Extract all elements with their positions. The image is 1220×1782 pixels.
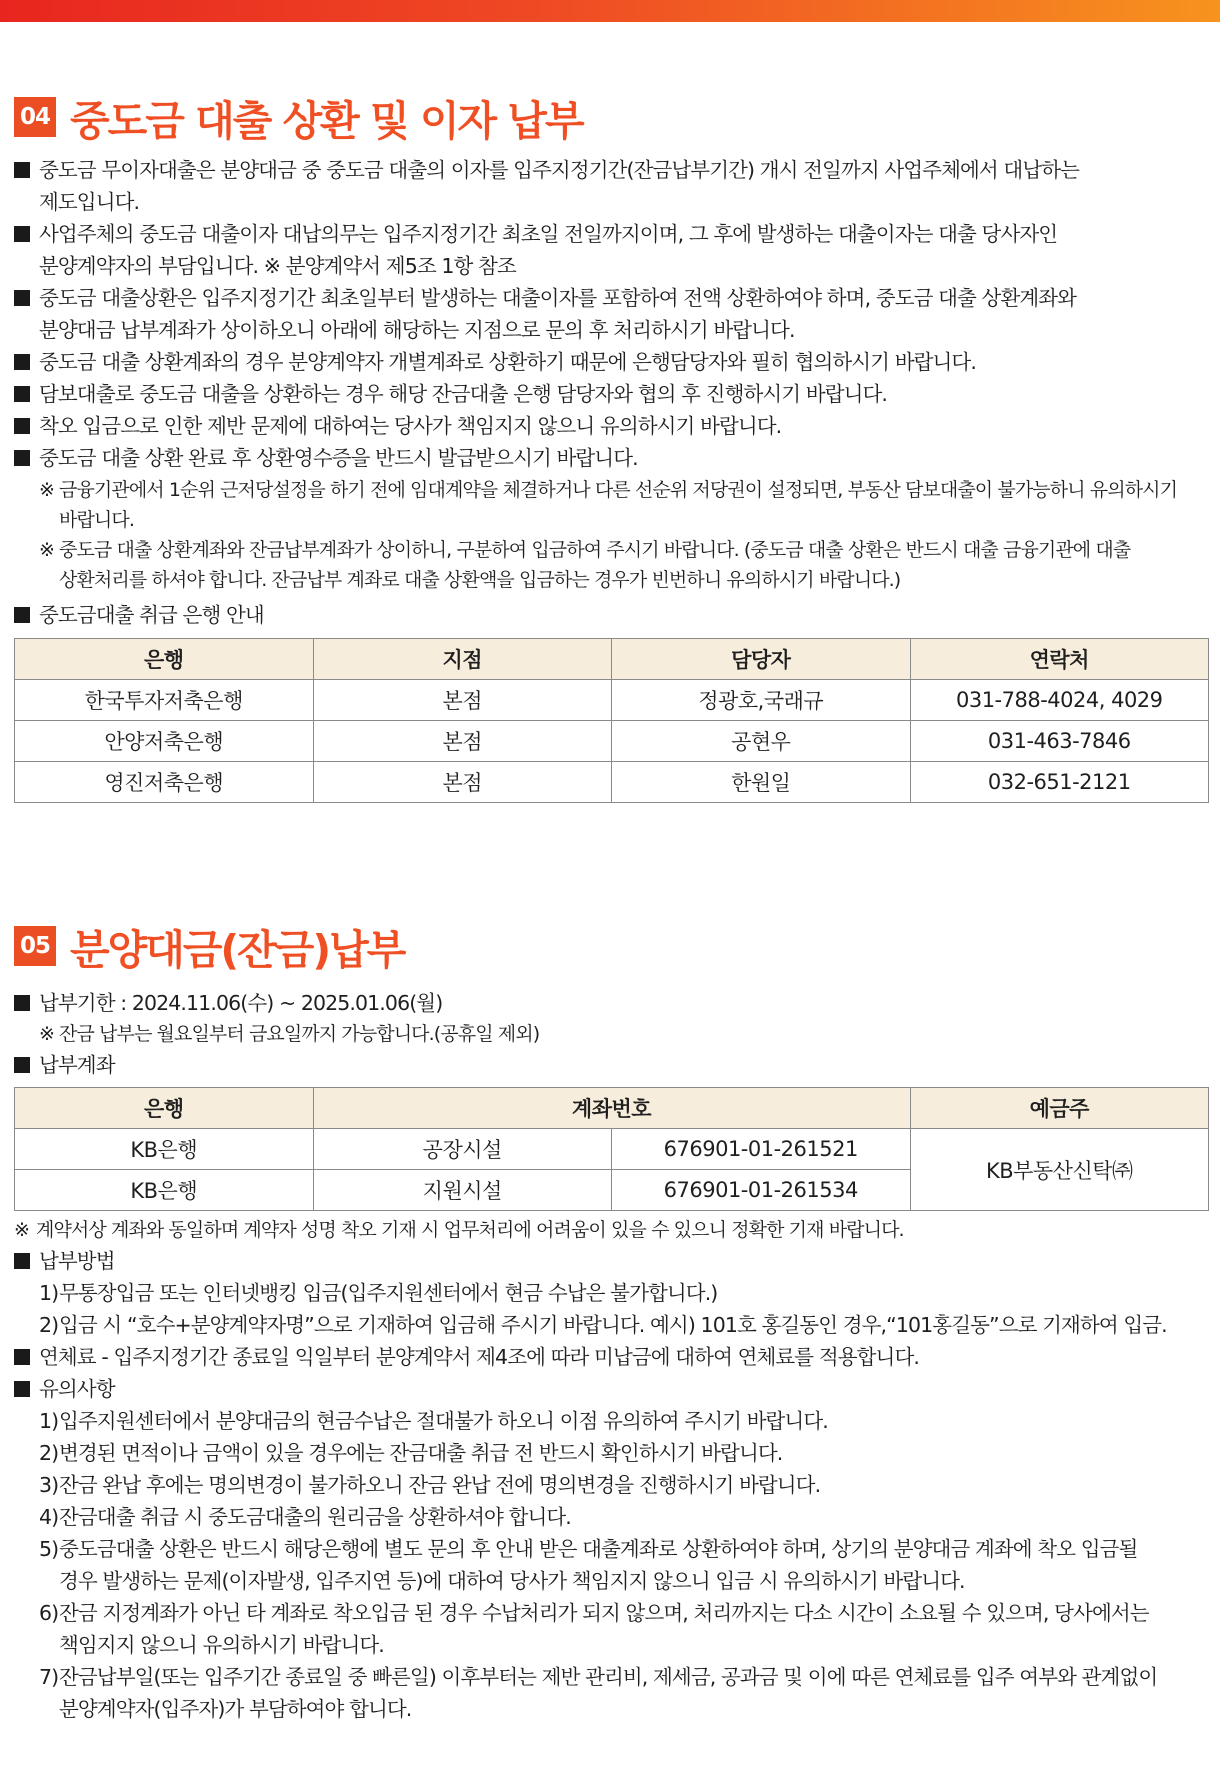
table-cell: 안양저축은행 xyxy=(15,721,314,762)
section-balance-payment xyxy=(14,917,1209,1725)
table-row xyxy=(15,680,1209,721)
table-row xyxy=(15,1129,1209,1170)
loan-bullets xyxy=(14,154,1209,631)
numbered-item: 6) 잔금 지정계좌가 아닌 타 계좌로 착오입금 된 경우 수납처리가 되지 않으며, 처리까지는 다소 시간이 소요될 수 있으며, 당사에서는 책임지지 않으니 유의하시기 바랍니다. xyxy=(39,1601,1149,1657)
table-cell: 031-788-4024, 4029 xyxy=(910,680,1209,721)
top-banner-stripe xyxy=(0,0,1220,22)
table-cell: 본점 xyxy=(313,680,612,721)
payment-info xyxy=(14,987,1209,1081)
table-header-cell: 연락처 xyxy=(910,639,1209,680)
note-item: ※ 잔금 납부는 월요일부터 금요일까지 가능합니다.(공휴일 제외) xyxy=(39,1023,540,1045)
table-cell: 032-651-2121 xyxy=(910,762,1209,803)
account-holder-cell: KB부동산신탁㈜ xyxy=(910,1129,1209,1211)
table-cell: KB은행 xyxy=(15,1129,314,1170)
table-cell: 지원시설 xyxy=(313,1170,612,1211)
table-header-cell: 지점 xyxy=(313,639,612,680)
bullet-item-bank-heading: 중도금대출 취급 은행 안내 xyxy=(14,599,1209,631)
table-header-row xyxy=(15,1088,1209,1129)
bullet-item: 사업주체의 중도금 대출이자 대납의무는 입주지정기간 최초일 전일까지이며, 그 후에 발생하는 대출이자는 대출 당사자인 분양계약자의 부담입니다. ※ 분양계약서 제5조 1항 참조 xyxy=(14,218,1209,282)
payment-details xyxy=(14,1215,1209,1725)
bullet-item: 담보대출로 중도금 대출을 상환하는 경우 해당 잔금대출 은행 담당자와 협의 후 진행하시기 바랍니다. xyxy=(14,378,1209,410)
bullet-item: 착오 입금으로 인한 제반 문제에 대하여는 당사가 책임지지 않으니 유의하시기 바랍니다. xyxy=(14,410,1209,442)
table-cell: 공장시설 xyxy=(313,1129,612,1170)
table-cell: 676901-01-261534 xyxy=(612,1170,911,1211)
numbered-item: 4) 잔금대출 취급 시 중도금대출의 원리금을 상환하셔야 합니다. xyxy=(39,1505,571,1529)
method-heading: 납부방법 xyxy=(14,1245,1209,1277)
table-header-row xyxy=(15,639,1209,680)
section-header xyxy=(14,917,1209,975)
numbered-item: 2) 입금 시 “호수+분양계약자명”으로 기재하여 입금해 주시기 바랍니다. 예시) 101호 홍길동인 경우,“101홍길동”으로 기재하여 입금. xyxy=(39,1313,1167,1337)
section-number-badge: 05 xyxy=(14,926,56,966)
section-title: 분양대금(잔금)납부 xyxy=(70,925,405,974)
section-loan-repayment xyxy=(14,88,1209,803)
account-table xyxy=(14,1087,1209,1211)
table-cell: 본점 xyxy=(313,721,612,762)
table-cell: 공현우 xyxy=(612,721,911,762)
table-row xyxy=(15,721,1209,762)
bullet-item: 중도금 대출 상환 완료 후 상환영수증을 반드시 발급받으시기 바랍니다. xyxy=(14,442,1209,474)
numbered-item: 7) 잔금납부일(또는 입주기간 종료일 중 빠른일) 이후부터는 제반 관리비, 제세금, 공과금 및 이에 따른 연체료를 입주 여부와 관계없이 분양계약자(입주자)가 부담하여야 합니다. xyxy=(39,1665,1158,1721)
bullet-item: 중도금 무이자대출은 분양대금 중 중도금 대출의 이자를 입주지정기간(잔금납부기간) 개시 전일까지 사업주체에서 대납하는 제도입니다. xyxy=(14,154,1209,218)
account-heading: 납부계좌 xyxy=(14,1049,1209,1081)
table-cell: 정광호,국래규 xyxy=(612,680,911,721)
table-cell: 한원일 xyxy=(612,762,911,803)
table-header-cell: 담당자 xyxy=(612,639,911,680)
table-cell: 676901-01-261521 xyxy=(612,1129,911,1170)
table-header-cell: 은행 xyxy=(15,1088,314,1129)
payment-period: 납부기한 : 2024.11.06(수) ~ 2025.01.06(월) xyxy=(14,987,1209,1019)
table-row xyxy=(15,762,1209,803)
numbered-item: 5) 중도금대출 상환은 반드시 해당은행에 별도 문의 후 안내 받은 대출계좌로 상환하여야 하며, 상기의 분양대금 계좌에 착오 입금될 경우 발생하는 문제(이자발생, 입주지연 등)에 대하여 당사가 책임지지 않으니 입금 시 유의하시기 바랍니다. xyxy=(39,1537,1138,1593)
bullet-item: 중도금 대출상환은 입주지정기간 최초일부터 발생하는 대출이자를 포함하여 전액 상환하여야 하며, 중도금 대출 상환계좌와 분양대금 납부계좌가 상이하오니 아래에 해당하는 지점으로 문의 후 처리하시기 바랍니다. xyxy=(14,282,1209,346)
numbered-item: 2) 변경된 면적이나 금액이 있을 경우에는 잔금대출 취급 전 반드시 확인하시기 바랍니다. xyxy=(39,1441,783,1465)
table-cell: 영진저축은행 xyxy=(15,762,314,803)
bank-table xyxy=(14,638,1209,803)
table-cell: KB은행 xyxy=(15,1170,314,1211)
table-cell: 본점 xyxy=(313,762,612,803)
note-item: ※ 금융기관에서 1순위 근저당설정을 하기 전에 임대계약을 체결하거나 다른 선순위 저당권이 설정되면, 부동산 담보대출이 불가능하니 유의하시기 바랍니다. xyxy=(39,479,1178,531)
note-item: ※ 계약서상 계좌와 동일하며 계약자 성명 착오 기재 시 업무처리에 어려움이 있을 수 있으니 정확한 기재 바랍니다. xyxy=(14,1219,904,1241)
section-title: 중도금 대출 상환 및 이자 납부 xyxy=(70,96,583,145)
section-number-badge: 04 xyxy=(14,97,56,137)
table-cell: 한국투자저축은행 xyxy=(15,680,314,721)
table-header-cell: 은행 xyxy=(15,639,314,680)
late-fee-bullet: 연체료 - 입주지정기간 종료일 익일부터 분양계약서 제4조에 따라 미납금에 대하여 연체료를 적용합니다. xyxy=(14,1341,1209,1373)
numbered-item: 3) 잔금 완납 후에는 명의변경이 불가하오니 잔금 완납 전에 명의변경을 진행하시기 바랍니다. xyxy=(39,1473,821,1497)
numbered-item: 1) 무통장입금 또는 인터넷뱅킹 입금(입주지원센터에서 현금 수납은 불가합니다.) xyxy=(39,1281,718,1305)
bullet-item: 중도금 대출 상환계좌의 경우 분양계약자 개별계좌로 상환하기 때문에 은행담당자와 필히 협의하시기 바랍니다. xyxy=(14,346,1209,378)
table-header-cell: 계좌번호 xyxy=(313,1088,910,1129)
section-header xyxy=(14,88,1209,146)
caution-heading: 유의사항 xyxy=(14,1373,1209,1405)
table-header-cell: 예금주 xyxy=(910,1088,1209,1129)
table-cell: 031-463-7846 xyxy=(910,721,1209,762)
note-item: ※ 중도금 대출 상환계좌와 잔금납부계좌가 상이하니, 구분하여 입금하여 주시기 바랍니다. (중도금 대출 상환은 반드시 대출 금융기관에 대출 상환처리를 하셔야 합니다. 잔금납부 계좌로 대출 상환액을 입금하는 경우가 빈번하니 유의하시기 바랍니다.) xyxy=(39,539,1131,591)
numbered-item: 1) 입주지원센터에서 분양대금의 현금수납은 절대불가 하오니 이점 유의하여 주시기 바랍니다. xyxy=(39,1409,828,1433)
